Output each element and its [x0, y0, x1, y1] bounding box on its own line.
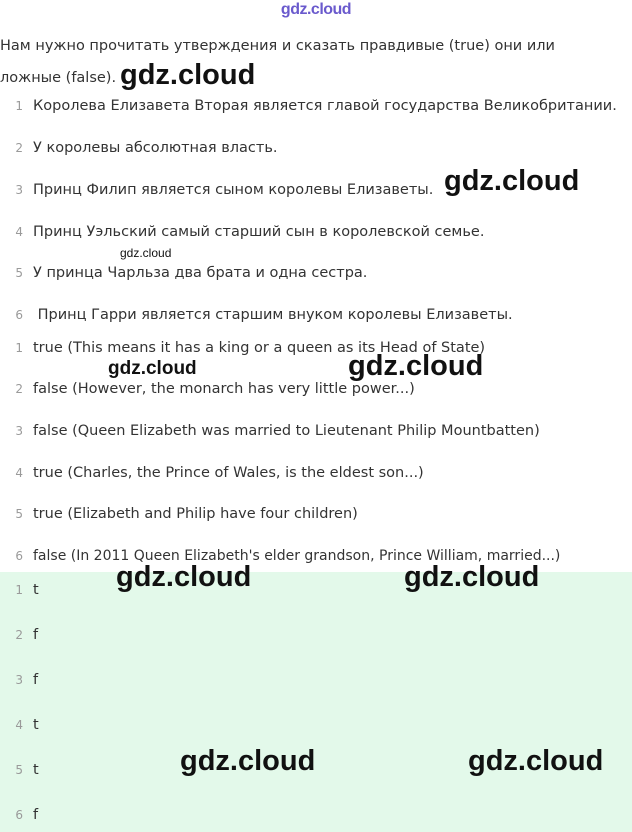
statement-line	[0, 263, 367, 283]
watermark: gdz.cloud	[116, 561, 252, 593]
explanation-text: false (In 2011 Queen Elizabeth's elder grandson, Prince William, married...)	[33, 548, 561, 564]
watermark: gdz.cloud	[120, 59, 256, 91]
answer-text: f	[33, 672, 39, 688]
explanation-text: false (Queen Elizabeth was married to Lieutenant Philip Mountbatten)	[33, 423, 540, 439]
line-number: 5	[15, 507, 23, 521]
answer-line	[0, 715, 39, 735]
statement-text: Королева Елизавета Вторая является главой государства Великобритании.	[33, 98, 617, 114]
explanation-line	[0, 421, 540, 441]
line-number: 6	[15, 308, 23, 322]
watermark: gdz.cloud	[120, 246, 172, 260]
statement-line	[0, 222, 484, 242]
answer-text: f	[33, 627, 39, 643]
answer-text: t	[33, 582, 39, 598]
line-number: 3	[15, 673, 23, 687]
explanation-line	[0, 504, 358, 524]
intro-text: Нам нужно прочитать утверждения и сказать правдивые (true) они или ложные (false).	[0, 38, 555, 86]
line-number: 2	[15, 382, 23, 396]
line-number: 4	[15, 225, 23, 239]
statement-line	[0, 305, 513, 325]
explanation-text: true (This means it has a king or a queen as its Head of State)	[33, 340, 486, 356]
explanation-text: false (However, the monarch has very little power...)	[33, 381, 415, 397]
answer-line	[0, 625, 38, 645]
line-number: 6	[15, 549, 23, 563]
statement-line	[0, 180, 433, 200]
statement-text: У принца Чарльза два брата и одна сестра.	[33, 265, 368, 281]
watermark: gdz.cloud	[444, 165, 580, 197]
answer-line	[0, 760, 39, 780]
watermark: gdz.cloud	[348, 350, 484, 382]
watermark: gdz.cloud	[180, 745, 316, 777]
line-number: 6	[15, 808, 23, 822]
watermark: gdz.cloud	[404, 561, 540, 593]
answer-text: t	[33, 717, 39, 733]
watermark: gdz.cloud	[468, 745, 604, 777]
line-number: 1	[15, 341, 23, 355]
explanation-text: true (Charles, the Prince of Wales, is the eldest son...)	[33, 465, 424, 481]
statement-text: Принц Уэльский самый старший сын в королевской семье.	[33, 224, 485, 240]
statement-line	[0, 138, 278, 158]
line-number: 4	[15, 466, 23, 480]
explanation-text: true (Elizabeth and Philip have four children)	[33, 506, 358, 522]
answer-text: f	[33, 807, 39, 823]
line-number: 1	[15, 583, 23, 597]
line-number: 2	[15, 628, 23, 642]
site-logo[interactable]: gdz.cloud	[280, 1, 352, 18]
answer-line	[0, 670, 38, 690]
statement-text: У королевы абсолютная власть.	[33, 140, 278, 156]
statement-text: Принц Гарри является старшим внуком королевы Елизаветы.	[33, 307, 513, 323]
answer-line	[0, 580, 39, 600]
watermark: gdz.cloud	[108, 358, 197, 379]
line-number: 4	[15, 718, 23, 732]
answer-line	[0, 805, 38, 825]
line-number: 1	[15, 99, 23, 113]
answer-text: t	[33, 762, 39, 778]
statement-text: Принц Филип является сыном королевы Елизаветы.	[33, 182, 434, 198]
line-number: 5	[15, 266, 23, 280]
line-number: 3	[15, 183, 23, 197]
statement-line	[0, 96, 617, 116]
explanation-line	[0, 463, 424, 483]
line-number: 3	[15, 424, 23, 438]
line-number: 2	[15, 141, 23, 155]
answers-panel	[0, 572, 632, 832]
line-number: 5	[15, 763, 23, 777]
